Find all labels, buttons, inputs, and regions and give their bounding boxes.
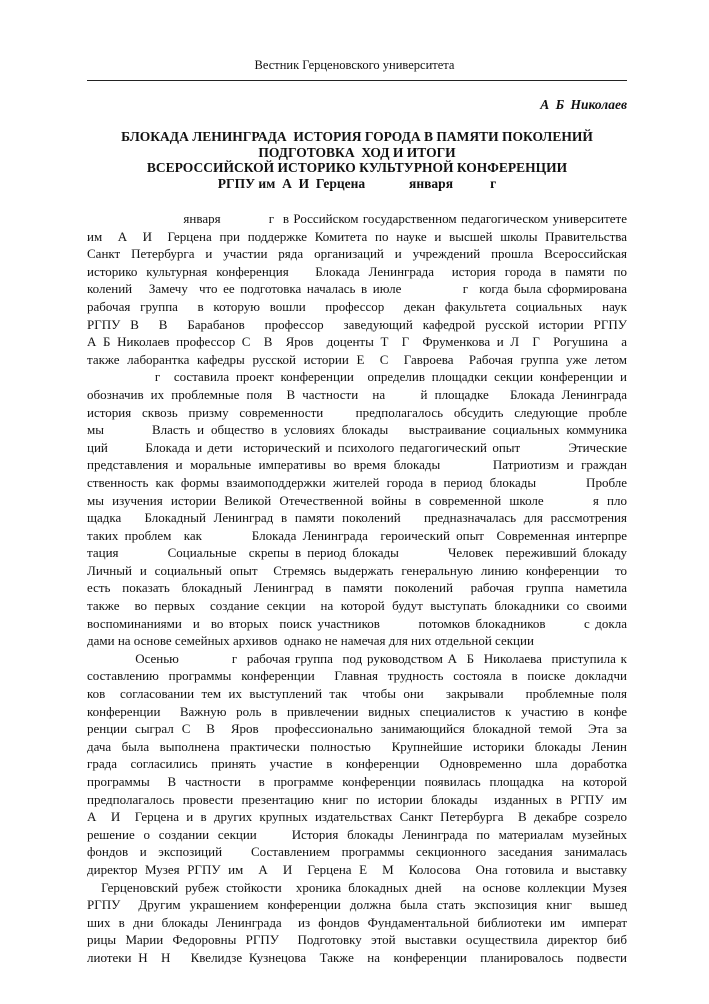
text-line: Герценовский рубеж стойкости хроника блокадных дней на основе коллекции Музея xyxy=(87,879,627,895)
running-head: Вестник Герценовского университета xyxy=(254,58,455,72)
text-line: составлению программы конференции Главная трудность состояла в поиске докладчи xyxy=(87,668,627,684)
text-line: предполагалось провести презентацию книг по истории блокады изданных в РГПУ им xyxy=(87,791,627,807)
text-line: января г в Российском государственном педагогическом университете xyxy=(87,211,627,226)
text-line: А Б Николаев профессор С В Яров доценты Т Г Фруменкова и Л Г Рогушина а xyxy=(87,334,627,350)
text-line: Осенью г рабочая группа под руководством А Б Николаева приступила к xyxy=(87,650,627,666)
header-rule xyxy=(87,80,627,81)
title-line: БЛОКАДА ЛЕНИНГРАДА ИСТОРИЯ ГОРОДА В ПАМЯТИ ПОКОЛЕНИЙ xyxy=(121,129,593,144)
text-line: лиотеки Н Н Квелидзе Кузнецова Также на конференции планировалось подвести xyxy=(87,949,627,965)
article-title xyxy=(87,129,627,191)
article-body xyxy=(87,210,627,967)
text-line: г составила проект конференции определив площадки секции конференции и xyxy=(87,369,627,385)
text-line: Личный и социальный опыт Стремясь выдержать генеральную линию конференции то xyxy=(87,562,627,578)
text-line: представления и моральные императивы во время блокады Патриотизм и граждан xyxy=(87,457,627,473)
text-line: обозначив их проблемные поля В частности на й площадке Блокада Ленинграда xyxy=(87,386,627,402)
text-line: им А И Герцена при поддержке Комитета по науке и высшей школы Правительства xyxy=(87,228,627,244)
text-line: решение о создании секции История блокады Ленинграда по материалам музейных xyxy=(87,826,627,842)
text-line: щадка Блокадный Ленинград в памяти поколений предназначалась для рассмотрения xyxy=(87,510,627,526)
title-line: РГПУ им А И Герцена января г xyxy=(217,175,497,191)
text-line: рабочая группа в которую вошли профессор декан факультета социальных наук xyxy=(87,298,627,314)
text-line: колений Замечу что ее подготовка началась в июле г когда была сформирована xyxy=(87,281,627,297)
text-line: воспоминаниями и во вторых поиск участников потомков блокадников с докла xyxy=(87,615,627,631)
text-line: фондов и экспозиций Составлением программы секционного заседания занималась xyxy=(87,844,627,860)
text-line: ренции сыграл С В Яров профессионально занимающийся блокадной темой Эта за xyxy=(87,721,627,737)
text-line: Санкт Петербурга и участии ряда организаций и учреждений прошла Всероссийская xyxy=(87,246,627,262)
text-line: таких проблем как Блокада Ленинграда героический опыт Современная интерпре xyxy=(87,527,627,543)
text-line: рицы Марии Федоровны РГПУ Подготовку этой выставки осуществила директор биб xyxy=(87,932,627,948)
text-line: ков согласовании тем их выступлений так чтобы они закрывали проблемные поля xyxy=(87,686,627,702)
title-line: ПОДГОТОВКА ХОД И ИТОГИ xyxy=(258,144,456,160)
text-line: града согласились принять участие в конференции Одновременно шла доработка xyxy=(87,756,627,772)
text-line: РГПУ В В Барабанов профессор заведующий кафедрой русской истории РГПУ xyxy=(87,316,627,332)
text-line: директор Музея РГПУ им А И Герцена Е М Колосова Она готовила и выставку xyxy=(87,861,627,877)
text-line: мы Власть и общество в условиях блокады выстраивание социальных коммуника xyxy=(87,422,627,438)
text-line: дача была выполнена практически полностью Крупнейшие историки блокады Ленин xyxy=(87,738,627,754)
text-line: ственность как формы взаимоподдержки жителей города в период блокады Пробле xyxy=(87,474,627,490)
text-line: также лаборантка кафедры русской истории Е С Гавроева Рабочая группа уже летом xyxy=(87,351,627,367)
text-line: ций Блокада и дети исторический и психолого педагогический опыт Этические xyxy=(87,439,627,455)
text-line: дами на основе семейных архивов однако не намечая для них отдельной секции xyxy=(87,633,534,649)
text-line: история сквозь призму современности предполагалось обсудить следующие пробле xyxy=(87,404,627,420)
text-line: также во первых создание секции на которой будут выступать блокадники со своими xyxy=(87,598,627,614)
text-line: ших в дни блокады Ленинграда из фондов Фундаментальной библиотеки им императ xyxy=(87,914,627,930)
text-line: конференции Важную роль в привлечении видных специалистов к участию в конфе xyxy=(87,703,627,719)
text-line: РГПУ Другим украшением конференции должна была стать экспозиция книг вышед xyxy=(87,897,627,913)
text-line: историко культурная конференция Блокада Ленинграда история города в памяти по xyxy=(87,263,627,279)
text-line: программы В частности в программе конференции появилась площадка на которой xyxy=(87,774,627,789)
title-line: ВСЕРОССИЙСКОЙ ИСТОРИКО КУЛЬТУРНОЙ КОНФЕРЕНЦИИ xyxy=(146,160,568,175)
text-line: есть показать блокадный Ленинград в памяти поколений рабочая группа наметила xyxy=(87,580,627,596)
text-line: тация Социальные скрепы в период блокады Человек переживший блокаду xyxy=(87,545,627,561)
author-name: А Б Николаев xyxy=(540,97,627,112)
text-line: А И Герцена и в других крупных издательствах Санкт Петербурга В декабре созрело xyxy=(87,809,627,825)
text-line: мы изучения истории Великой Отечественной войны в современной школе я пло xyxy=(87,492,627,508)
